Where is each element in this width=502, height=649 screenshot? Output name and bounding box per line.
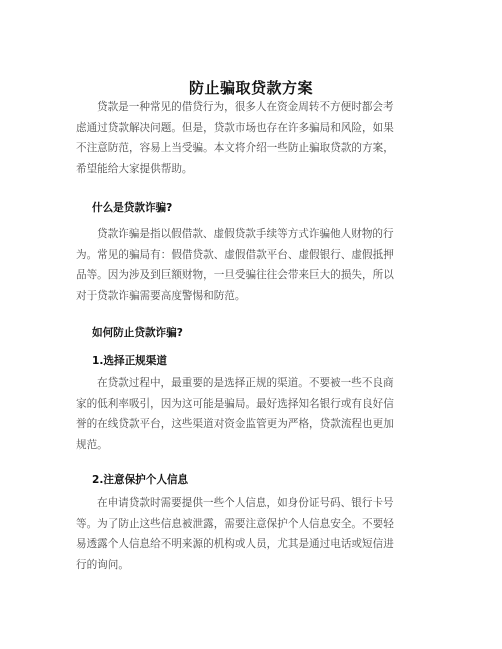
paragraph-line: 行的询问。: [76, 558, 129, 571]
item1-paragraph: [76, 373, 426, 455]
document-title: 防止骗取贷款方案: [188, 79, 313, 97]
paragraph-line: 规范。: [76, 438, 108, 451]
paragraph-line: 誉的在线贷款平台，这些渠道对资金监管更为严格，贷款流程也更加: [76, 418, 394, 430]
item-heading-choose-channel: 1.选择正规渠道: [92, 355, 167, 367]
paragraph-line: 家的低利率吸引，因为这可能是骗局。最好选择知名银行或有良好信: [76, 397, 394, 410]
paragraph-line: 在申请贷款时需要提供一些个人信息，如身份证号码、银行卡号: [97, 497, 394, 509]
intro-paragraph: [76, 97, 426, 179]
section-heading-how-to-prevent: 如何防止贷款诈骗?: [92, 327, 183, 339]
item-heading-protect-info: 2.注意保护个人信息: [92, 474, 189, 486]
paragraph-line: 易透露个人信息给不明来源的机构或人员，尤其是通过电话或短信进: [76, 538, 394, 550]
paragraph-line: 贷款是一种常见的借贷行为，很多人在资金周转不方便时都会考: [97, 101, 394, 113]
paragraph-line: 虑通过贷款解决问题。但是，贷款市场也存在许多骗局和风险，如果: [76, 121, 394, 134]
paragraph-line: 希望能给大家提供帮助。: [76, 162, 193, 175]
paragraph-line: 等。为了防止这些信息被泄露，需要注意保护个人信息安全。不要轻: [76, 517, 394, 530]
paragraph-line: 在贷款过程中，最重要的是选择正规的渠道。不要被一些不良商: [97, 377, 394, 389]
paragraph-line: 贷款诈骗是指以假借款、虚假贷款手续等方式诈骗他人财物的行: [97, 228, 394, 240]
section-heading-what-is-fraud: 什么是贷款诈骗?: [92, 202, 173, 214]
paragraph-line: 不注意防范，容易上当受骗。本文将介绍一些防止骗取贷款的方案，: [76, 142, 394, 154]
item2-paragraph: [76, 493, 426, 575]
section1-paragraph: [76, 224, 426, 306]
paragraph-line: 为。常见的骗局有：假借贷款、虚假借款平台、虚假银行、虚假抵押: [76, 248, 394, 261]
paragraph-line: 品等。因为涉及到巨额财物，一旦受骗往往会带来巨大的损失，所以: [76, 269, 394, 281]
paragraph-line: 对于贷款诈骗需要高度警惕和防范。: [76, 289, 246, 302]
